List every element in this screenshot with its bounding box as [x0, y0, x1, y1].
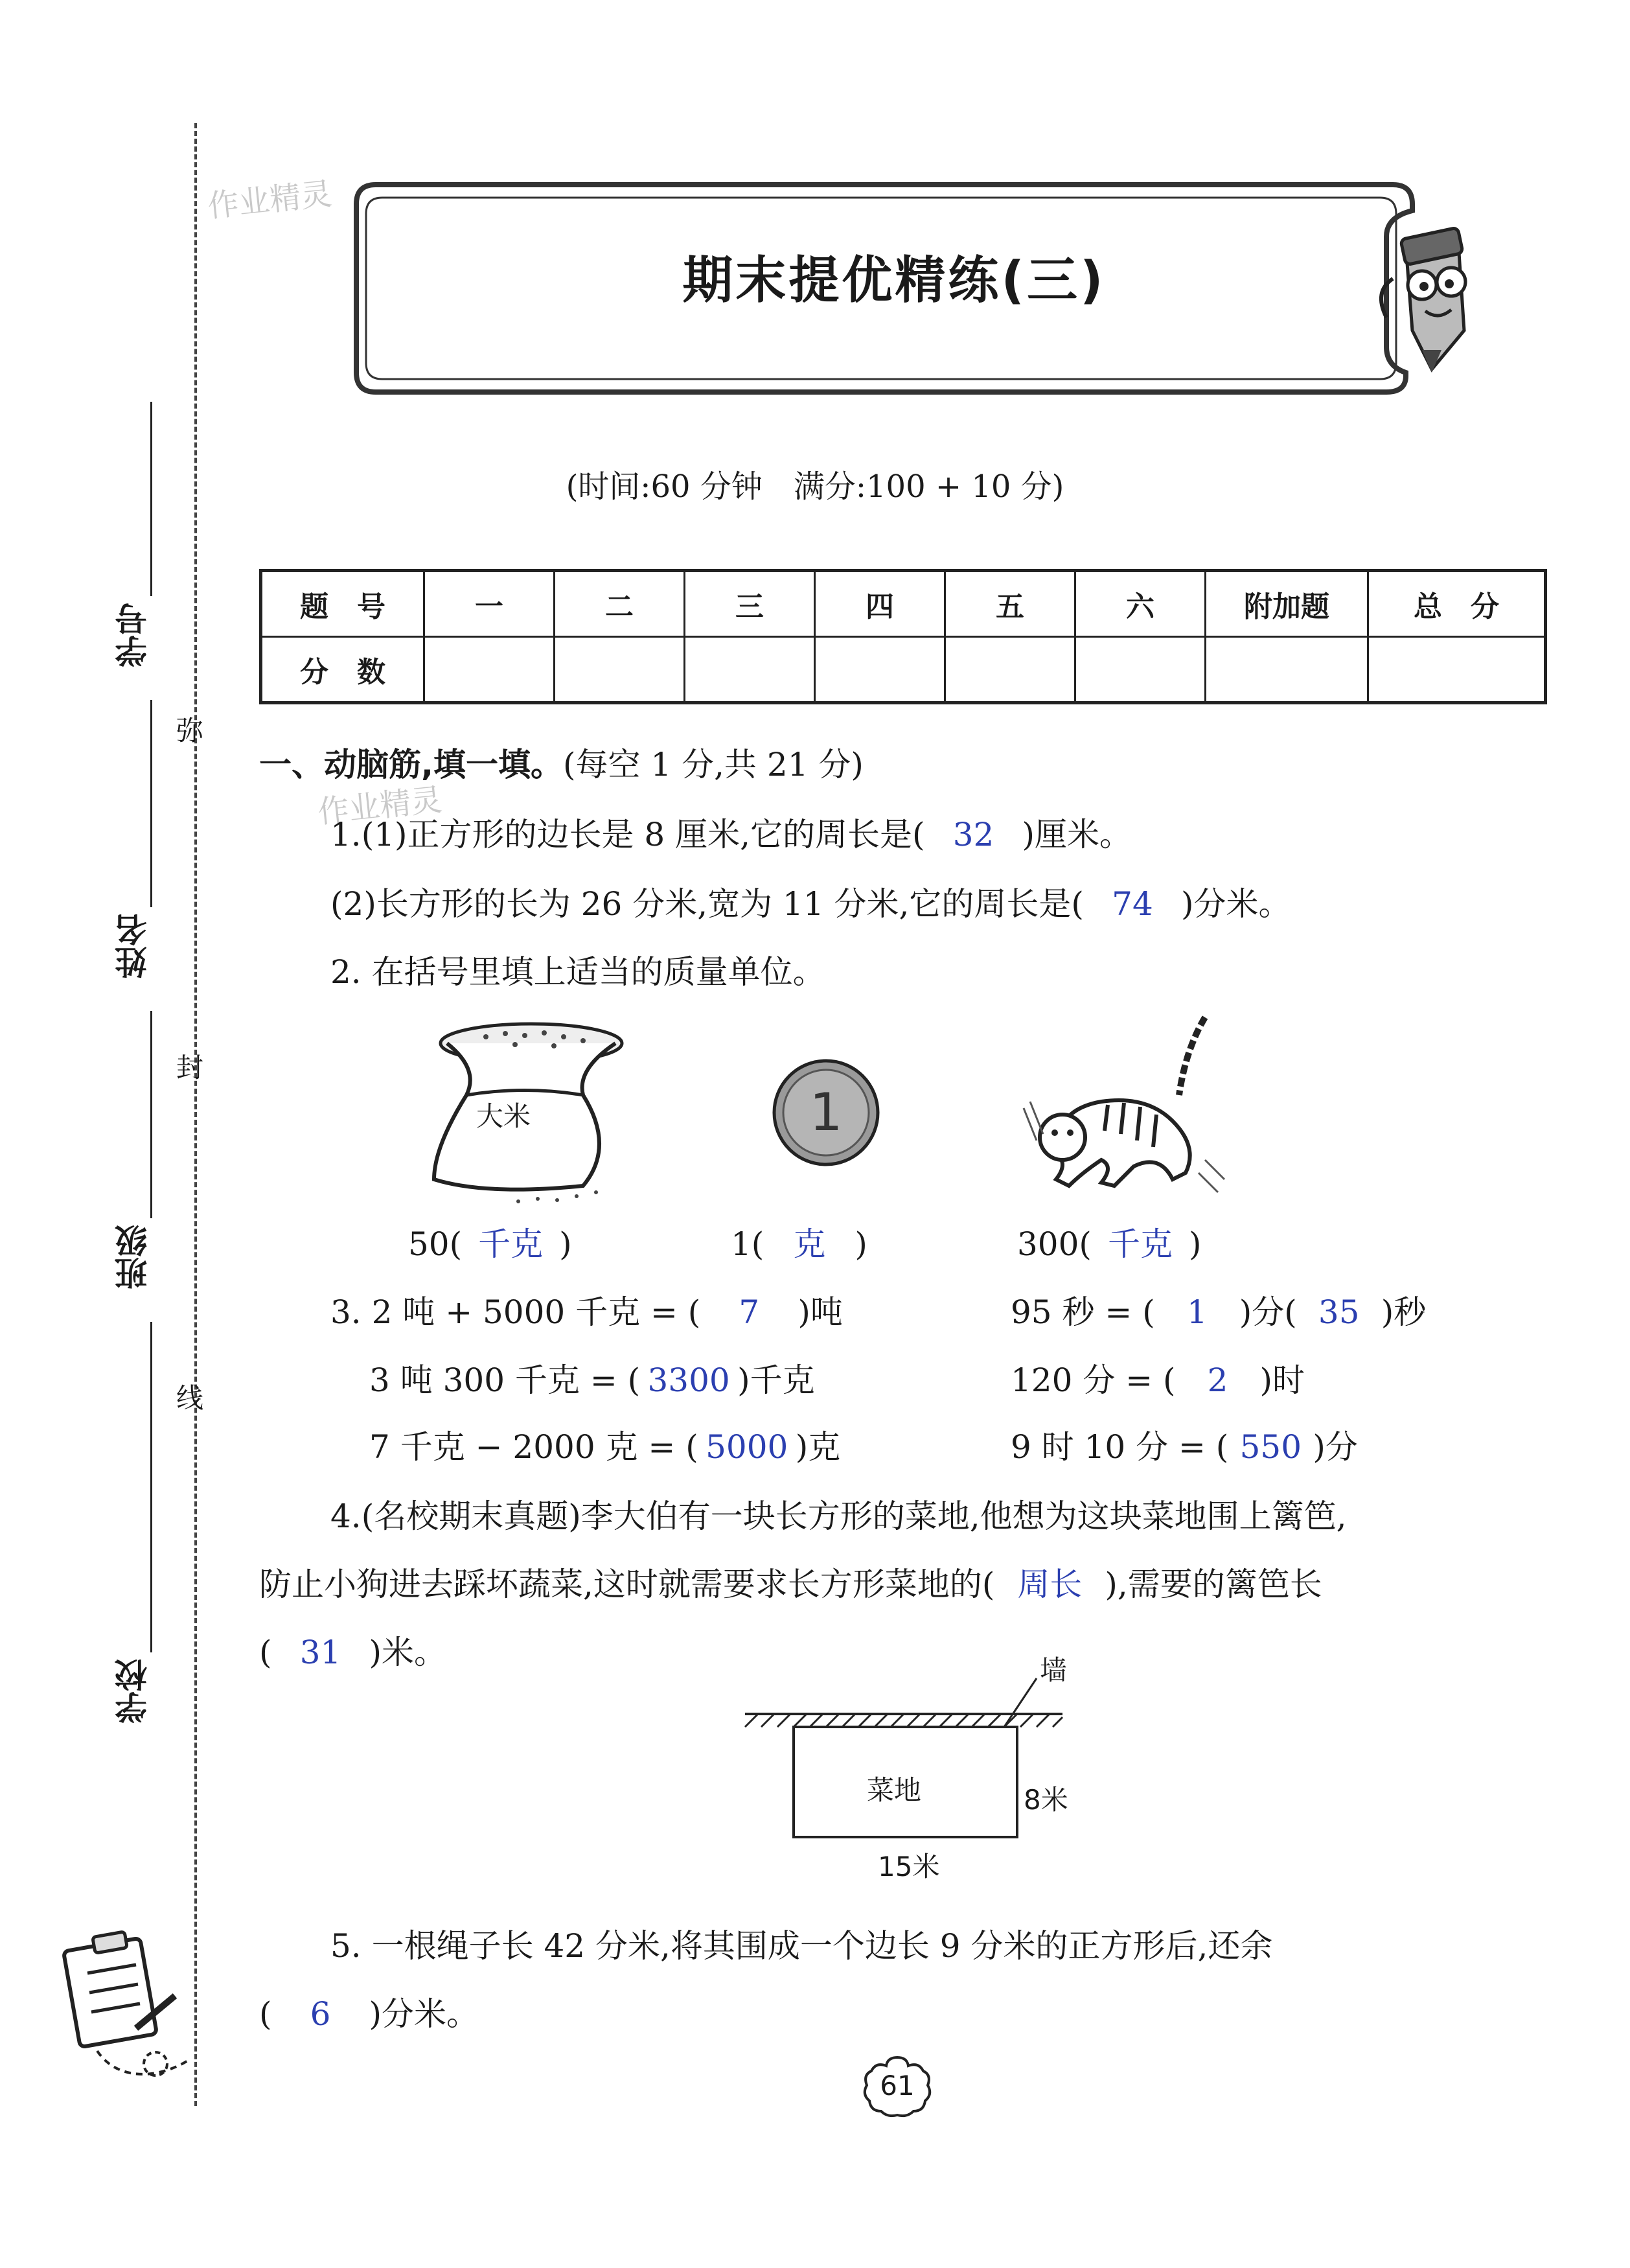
- binding-dashed-line: [194, 123, 197, 2106]
- side-label-student-id: 学号: [115, 603, 152, 667]
- wall-label: 墙: [1040, 1654, 1068, 1686]
- conversion-left-3: [369, 1421, 840, 1468]
- item-text: 7 千克 − 2000 克 = (: [369, 1428, 698, 1466]
- score-cell[interactable]: [1368, 637, 1546, 703]
- pencil-mascot-icon: [1367, 220, 1497, 382]
- side-label-class: 班级: [115, 1225, 152, 1290]
- table-header-cell: 一: [424, 571, 555, 637]
- item-text: 9 时 10 分 = (: [1011, 1428, 1229, 1466]
- table-header-cell: 六: [1075, 571, 1206, 637]
- score-cell[interactable]: [1075, 637, 1206, 703]
- vegetable-field-diagram: [732, 1665, 1095, 1860]
- item-text: )吨: [798, 1293, 843, 1331]
- seal-char: 封: [176, 1052, 204, 1083]
- tiger-image: [1017, 1011, 1231, 1205]
- svg-text:1: 1: [809, 1082, 843, 1142]
- side-label-name: 姓名: [115, 914, 152, 978]
- table-header-cell: 题 号: [261, 571, 424, 637]
- question-text: (: [259, 1634, 272, 1671]
- item-text: 1(: [731, 1225, 764, 1263]
- question-text: ),需要的篱笆长: [1105, 1566, 1322, 1603]
- mass-item-coin: [731, 1218, 867, 1265]
- page-title: 期末提优精练(三): [682, 251, 1106, 310]
- answer: 2: [1207, 1361, 1228, 1399]
- item-text: 95 秒 = (: [1011, 1293, 1155, 1331]
- answer: 1: [1186, 1293, 1208, 1331]
- answer: 克: [793, 1225, 826, 1263]
- answer: 32: [952, 816, 994, 853]
- question-2: 2. 在括号里填上适当的质量单位。: [330, 953, 825, 991]
- question-5-line-1: 5. 一根绳子长 42 分米,将其围成一个边长 9 分米的正方形后,还余: [330, 1927, 1273, 1965]
- item-text: 3. 2 吨 + 5000 千克 = (: [330, 1293, 701, 1331]
- table-header-cell: 总 分: [1368, 571, 1546, 637]
- score-cell[interactable]: [945, 637, 1075, 703]
- rice-bag-label: 大米: [476, 1100, 531, 1132]
- answer: 千克: [478, 1225, 544, 1263]
- table-header-cell: 二: [555, 571, 685, 637]
- item-text: 3 吨 300 千克 = (: [369, 1361, 641, 1399]
- item-text: ): [855, 1225, 867, 1263]
- table-header-cell: 四: [815, 571, 945, 637]
- conversion-right-3: [1011, 1421, 1358, 1468]
- watermark: 作业精灵: [206, 176, 334, 225]
- width-label: 8米: [1024, 1784, 1068, 1816]
- item-text: 120 分 = (: [1011, 1361, 1176, 1399]
- question-text: )分米。: [369, 1995, 479, 2033]
- item-text: )分(: [1239, 1293, 1297, 1331]
- question-4-line-1: 4.(名校期末真题)李大伯有一块长方形的菜地,他想为这块菜地围上篱笆,: [330, 1498, 1347, 1535]
- item-text: )时: [1259, 1361, 1305, 1399]
- title-banner: [350, 178, 1438, 399]
- answer: 550: [1239, 1428, 1302, 1466]
- score-cell[interactable]: [815, 637, 945, 703]
- item-text: 300(: [1017, 1225, 1092, 1263]
- item-text: ): [559, 1225, 572, 1263]
- score-cell[interactable]: [685, 637, 815, 703]
- conversion-right-1: [1011, 1286, 1426, 1333]
- table-header-cell: 附加题: [1206, 571, 1368, 637]
- name-line: [150, 1011, 152, 1218]
- page-number: 61: [880, 2070, 915, 2101]
- side-label-school: 学校: [115, 1659, 152, 1724]
- field-label: 菜地: [867, 1774, 922, 1806]
- question-5-line-2: [259, 1988, 479, 2035]
- watermark: 作业精灵: [316, 781, 444, 831]
- exam-time-info: (时间:60 分钟 满分:100 + 10 分): [566, 469, 1064, 505]
- table-row: [261, 637, 1546, 703]
- answer: 周长: [1017, 1566, 1083, 1603]
- score-cell[interactable]: [1206, 637, 1368, 703]
- item-text: )千克: [737, 1361, 815, 1399]
- name-line: [150, 700, 152, 907]
- name-line: [150, 1322, 152, 1652]
- conversion-left-2: [369, 1354, 815, 1401]
- coin-image: [771, 1058, 881, 1168]
- question-text: 1.(1)正方形的边长是 8 厘米,它的周长是(: [330, 816, 925, 853]
- seal-char: 弥: [176, 715, 204, 746]
- item-text: )秒: [1381, 1293, 1427, 1331]
- question-text: (: [259, 1995, 272, 2033]
- table-row: [261, 571, 1546, 637]
- answer: 74: [1112, 885, 1153, 923]
- answer: 千克: [1107, 1225, 1173, 1263]
- item-text: )分: [1313, 1428, 1358, 1466]
- answer: 7: [739, 1293, 760, 1331]
- question-1-part-1: [330, 809, 1132, 855]
- question-4-line-2: [259, 1558, 1322, 1605]
- item-text: ): [1188, 1225, 1202, 1263]
- section-heading: [259, 739, 864, 785]
- conversion-left-1: [330, 1286, 843, 1333]
- answer: 5000: [706, 1428, 788, 1466]
- section-points: (每空 1 分,共 21 分): [563, 746, 864, 783]
- question-text: )厘米。: [1022, 816, 1132, 853]
- score-cell[interactable]: [555, 637, 685, 703]
- length-label: 15米: [878, 1851, 940, 1882]
- page-number-badge: [862, 2054, 933, 2119]
- clipboard-icon: [58, 1918, 207, 2087]
- answer: 6: [310, 1995, 331, 2033]
- item-text: 50(: [408, 1225, 463, 1263]
- question-text: 防止小狗进去踩坏蔬菜,这时就需要求长方形菜地的(: [259, 1566, 995, 1603]
- mass-item-rice: [408, 1218, 572, 1265]
- answer: 35: [1318, 1293, 1360, 1331]
- score-table: [259, 569, 1547, 704]
- section-title: 一、动脑筋,填一填。: [259, 746, 563, 783]
- question-text: )分米。: [1180, 885, 1291, 923]
- table-row-label: 分 数: [261, 637, 424, 703]
- question-1-part-2: [330, 878, 1291, 925]
- question-4-line-3: [259, 1626, 446, 1673]
- question-text: (2)长方形的长为 26 分米,宽为 11 分米,它的周长是(: [330, 885, 1084, 923]
- conversion-right-2: [1011, 1354, 1305, 1401]
- seal-char: 线: [176, 1382, 204, 1414]
- question-text: )米。: [369, 1634, 447, 1671]
- answer: 3300: [647, 1361, 730, 1399]
- item-text: )克: [795, 1428, 841, 1466]
- table-header-cell: 五: [945, 571, 1075, 637]
- score-cell[interactable]: [424, 637, 555, 703]
- table-header-cell: 三: [685, 571, 815, 637]
- answer: 31: [299, 1634, 341, 1671]
- mass-item-tiger: [1017, 1218, 1201, 1265]
